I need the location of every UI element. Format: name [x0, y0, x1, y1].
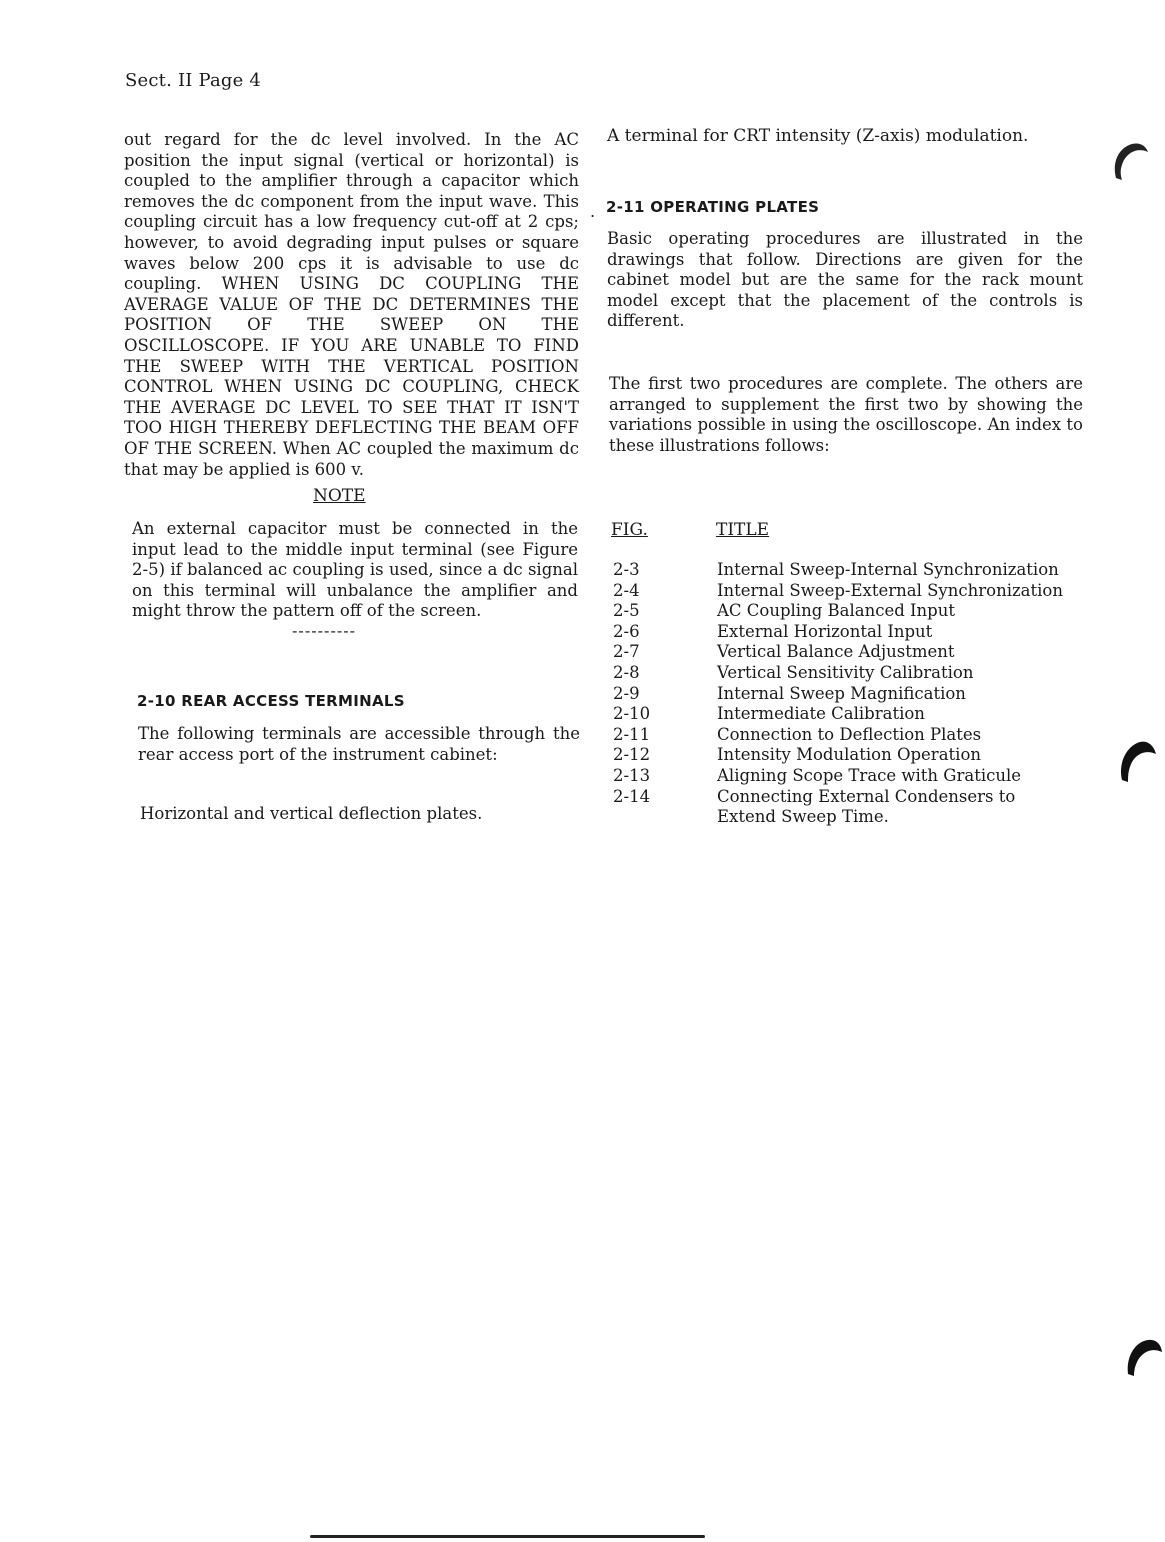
left-column — [124, 130, 579, 480]
fig-title-list — [717, 560, 1063, 828]
section-2-11-heading: 2-11 OPERATING PLATES — [606, 198, 820, 216]
fig-title: Intermediate Calibration — [717, 704, 925, 724]
operating-procedures-paragraph: Basic operating procedures are illustrated in the drawings that follow. Directions are given for the cabinet model but are the same for the rack mount model except that the placement of the controls is different. — [607, 229, 1083, 331]
section-2-10-heading: 2-10 REAR ACCESS TERMINALS — [137, 692, 405, 710]
fig-title: Internal Sweep-External Synchronization — [717, 580, 1063, 600]
fig-number: 2-9 — [613, 683, 640, 703]
fig-column-header: FIG. — [611, 520, 648, 540]
fig-number: 2-11 — [613, 724, 651, 744]
fig-title: Vertical Sensitivity Calibration — [717, 662, 974, 682]
hole-punch-mark-icon — [1118, 738, 1158, 788]
note-title: NOTE — [313, 486, 366, 506]
fig-number: 2-7 — [613, 642, 640, 662]
procedures-index-intro: The first two procedures are complete. The others are arranged to supplement the first two by showing the variations possible in using the oscilloscope. An index to these illustrations follows: — [609, 374, 1083, 455]
page-header: Sect. II Page 4 — [125, 70, 262, 91]
deflection-plates-item: Horizontal and vertical deflection plates. — [140, 804, 483, 823]
fig-number: 2-8 — [613, 662, 640, 682]
fig-title: Vertical Balance Adjustment — [717, 642, 955, 662]
hole-punch-mark-icon — [1110, 138, 1150, 188]
hole-punch-mark-icon — [1124, 1334, 1164, 1384]
fig-number: 2-14 — [613, 786, 651, 806]
fig-number-list — [613, 560, 650, 807]
fig-title: External Horizontal Input — [717, 621, 933, 641]
fig-number: 2-13 — [613, 765, 651, 785]
title-column-header: TITLE — [716, 520, 770, 540]
fig-title: Internal Sweep-Internal Synchronization — [717, 560, 1059, 579]
fig-number: 2-10 — [613, 704, 651, 724]
fig-number: 2-6 — [613, 621, 640, 641]
bottom-rule — [310, 1535, 705, 1538]
section-bullet: . — [590, 202, 596, 221]
fig-title: Extend Sweep Time. — [717, 807, 889, 827]
fig-number: 2-4 — [613, 580, 640, 600]
fig-title: Intensity Modulation Operation — [717, 745, 981, 765]
note-text: An external capacitor must be connected in the input lead to the middle input terminal (see Figure 2-5) if balanced ac coupling is used, since a dc signal on this terminal will unbalance the amplifier and might throw the pattern off of the screen. — [132, 519, 578, 621]
z-axis-terminal-item: A terminal for CRT intensity (Z-axis) modulation. — [607, 126, 1029, 146]
fig-title: AC Coupling Balanced Input — [717, 601, 956, 621]
fig-title: Connecting External Condensers to — [717, 786, 1016, 806]
note-divider: ---------- — [292, 621, 357, 640]
fig-number: 2-5 — [613, 601, 640, 621]
coupling-paragraph: out regard for the dc level involved. In the AC position the input signal (vertical or horizontal) is coupled to the amplifier through a capacitor which removes the dc component from the input wave. This coupling circuit has a low frequency cut-off at 2 cps; however, to avoid degrading input pulses or square waves below 200 cps it is advisable to use dc coupling. WHEN USING DC COUPLING THE AVERAGE VALUE OF THE DC DETERMINES THE POSITION OF THE SWEEP ON THE OSCILLOSCOPE. IF YOU ARE UNABLE TO FIND THE SWEEP WITH THE VERTICAL POSITION CONTROL WHEN USING DC COUPLING, CHECK THE AVERAGE DC LEVEL TO SEE THAT IT ISN'T TOO HIGH THEREBY DEFLECTING THE BEAM OFF OF THE SCREEN. When AC coupled the maximum dc that may be applied is 600 v. — [124, 130, 579, 479]
fig-title: Aligning Scope Trace with Graticule — [717, 765, 1022, 785]
fig-number: 2-12 — [613, 745, 651, 765]
section-2-10-text: The following terminals are accessible through the rear access port of the instrument cabinet: — [138, 724, 580, 764]
fig-title: Internal Sweep Magnification — [717, 683, 966, 703]
fig-number: 2-3 — [613, 560, 640, 579]
fig-title: Connection to Deflection Plates — [717, 724, 982, 744]
